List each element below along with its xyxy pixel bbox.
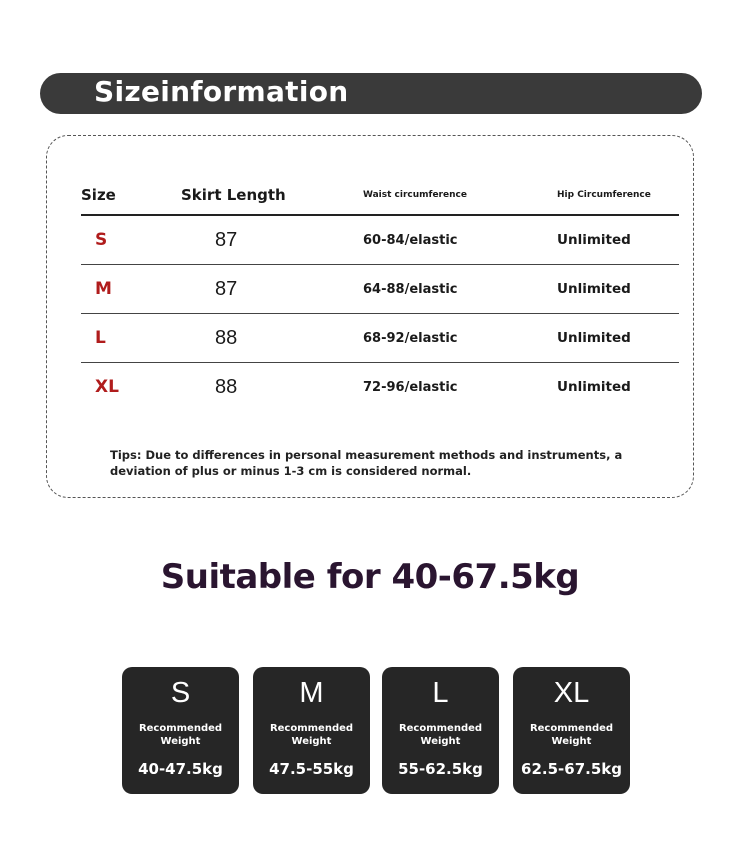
row-hip: Unlimited <box>557 232 631 248</box>
card-label-line1: Recommended <box>269 723 354 734</box>
card-size: XL <box>553 677 590 709</box>
card-label <box>122 722 239 748</box>
card-weight: 55-62.5kg <box>398 760 483 778</box>
section-banner <box>40 73 702 114</box>
weight-card-m <box>253 667 370 794</box>
row-length: 88 <box>215 326 238 349</box>
card-label-line2: Weight <box>160 736 201 747</box>
card-size: M <box>299 677 324 709</box>
row-waist: 60-84/elastic <box>363 232 458 248</box>
row-waist: 64-88/elastic <box>363 281 458 297</box>
table-header <box>81 176 679 216</box>
table-row <box>81 314 679 363</box>
row-hip: Unlimited <box>557 330 631 346</box>
weight-card-s <box>122 667 239 794</box>
row-hip: Unlimited <box>557 281 631 297</box>
suitable-weight-heading: Suitable for 40-67.5kg <box>160 557 580 597</box>
table-row <box>81 363 679 411</box>
weight-card-xl <box>513 667 630 794</box>
row-waist: 68-92/elastic <box>363 330 458 346</box>
card-size: L <box>432 677 449 709</box>
header-hip: Hip Circumference <box>557 190 651 200</box>
table-row <box>81 216 679 265</box>
card-size: S <box>170 677 191 709</box>
row-length: 87 <box>215 228 238 251</box>
card-label <box>382 722 499 748</box>
weight-card-l <box>382 667 499 794</box>
banner-title: Sizeinformation <box>94 75 349 108</box>
card-weight: 47.5-55kg <box>269 760 354 778</box>
header-size: Size <box>81 186 116 204</box>
row-size: L <box>95 328 106 348</box>
row-length: 88 <box>215 375 238 398</box>
table-row <box>81 265 679 314</box>
card-label-line1: Recommended <box>398 723 483 734</box>
card-weight: 62.5-67.5kg <box>521 760 622 778</box>
size-table <box>81 176 679 411</box>
card-label-line2: Weight <box>420 736 461 747</box>
card-label <box>253 722 370 748</box>
card-label <box>513 722 630 748</box>
row-hip: Unlimited <box>557 379 631 395</box>
row-size: XL <box>95 377 119 397</box>
measurement-tips: Tips: Due to differences in personal measurement methods and instruments, a deviation of plus or minus 1-3 cm is considered normal. <box>110 448 623 478</box>
row-length: 87 <box>215 277 238 300</box>
card-weight: 40-47.5kg <box>138 760 223 778</box>
row-size: M <box>95 279 112 299</box>
header-skirt-length: Skirt Length <box>181 186 286 204</box>
row-waist: 72-96/elastic <box>363 379 458 395</box>
header-waist: Waist circumference <box>363 190 467 200</box>
card-label-line2: Weight <box>551 736 592 747</box>
card-label-line2: Weight <box>291 736 332 747</box>
size-chart-box <box>46 135 694 498</box>
card-label-line1: Recommended <box>138 723 223 734</box>
card-label-line1: Recommended <box>529 723 614 734</box>
row-size: S <box>95 230 108 250</box>
